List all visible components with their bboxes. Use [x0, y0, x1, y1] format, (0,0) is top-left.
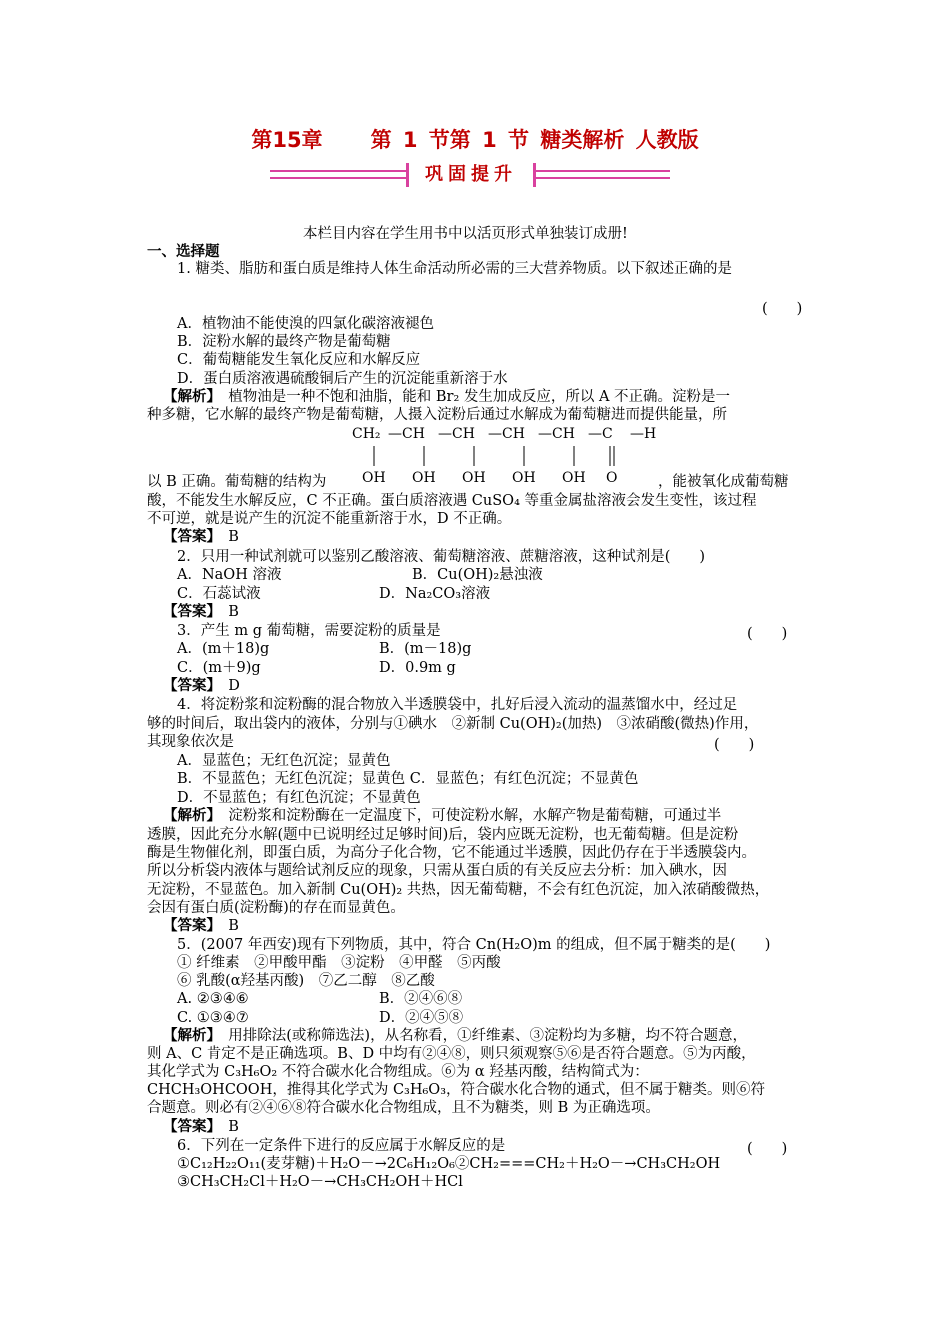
q2-answer-value: B: [228, 604, 239, 620]
q4-stem-line3: 其现象依次是: [147, 734, 234, 750]
q6-reaction-line1: ①C₁₂H₂₂O₁₁(麦芽糖)＋H₂O－→2C₆H₁₂O₆②CH₂===CH₂＋H₂O－→CH₃CH₂OH: [177, 1156, 721, 1172]
q1-paren: ( ): [762, 301, 803, 317]
page-title: [0, 124, 950, 154]
formula-top-7: —H: [630, 426, 657, 442]
q1-answer-value: B: [228, 529, 239, 545]
q1-analysis-text1: 植物油是一种不饱和油脂，能和 Br₂ 发生加成反应，所以 A 不正确。淀粉是一: [228, 389, 731, 405]
notice: 本栏目内容在学生用书中以活页形式单独装订成册!: [303, 226, 628, 242]
q4-analysis-line4: 所以分析袋内液体与题给试剂反应的现象，只需从蛋白质的有关反应去分析：加入碘水，因: [147, 863, 727, 879]
formula-bottom-4: OH: [512, 470, 536, 486]
q4-option-a: A．显蓝色；无红色沉淀；显黄色: [177, 753, 391, 769]
q3-stem: 3．产生 m g 葡萄糖，需要淀粉的质量是: [177, 623, 441, 639]
q6-stem: 6．下列在一定条件下进行的反应属于水解反应的是: [177, 1138, 506, 1154]
q4-option-bc: B．不显蓝色；无红色沉淀；显黄色 C．显蓝色；有红色沉淀；不显黄色: [177, 771, 639, 787]
q2-option-d: D．Na₂CO₃溶液: [379, 586, 491, 602]
formula-bottom-5: OH: [562, 470, 586, 486]
formula-top-6: —C: [588, 426, 613, 442]
q3-option-d: D．0.9m g: [379, 660, 456, 676]
q5-option-c: C. ①③④⑦: [177, 1010, 249, 1026]
q6-reaction-line2: ③CH₃CH₂Cl＋H₂O－→CH₃CH₂OH＋HCl: [177, 1174, 463, 1190]
formula-bottom-1: OH: [362, 470, 386, 486]
banner-label: 巩固提升: [406, 163, 536, 187]
q1-analysis-tag: 【解析】: [163, 388, 214, 405]
q5-analysis-line4: CHCH₃OHCOOH，推得其化学式为 C₃H₆O₃，符合碳水化合物的通式，但不属于糖类。则⑥符: [147, 1082, 766, 1098]
q6-paren: ( ): [747, 1141, 788, 1157]
banner-rule-left-bottom: [270, 177, 406, 179]
q1-option-a: A．植物油不能使溴的四氯化碳溶液褪色: [177, 316, 434, 332]
chapter-label: 第15章: [251, 128, 323, 152]
q2-option-a: A．NaOH 溶液: [177, 567, 282, 583]
banner-rule-right-bottom: [536, 177, 670, 179]
section-banner: [270, 163, 680, 187]
formula-bottom-3: OH: [462, 470, 486, 486]
q5-analysis-text1: 用排除法(或称筛选法)，从名称看，①纤维素、③淀粉均为多糖，均不符合题意，: [228, 1028, 748, 1044]
q5-analysis-tag: 【解析】: [163, 1027, 214, 1044]
q1-analysis-line3b: ，能被氧化成葡萄糖: [658, 474, 789, 490]
q5-items-line1: ① 纤维素 ②甲酸甲酯 ③淀粉 ④甲醛 ⑤丙酸: [177, 955, 501, 971]
q5-items-line2: ⑥ 乳酸(α羟基丙酸) ⑦乙二醇 ⑧乙酸: [177, 973, 435, 989]
formula-bottom-6: O: [606, 470, 618, 486]
formula-bottom-2: OH: [412, 470, 436, 486]
q1-analysis-line4: 酸，不能发生水解反应，C 不正确。蛋白质溶液遇 CuSO₄ 等重金属盐溶液会发生变性，该过程: [147, 493, 757, 509]
banner-rule-left-top: [270, 170, 406, 172]
q4-analysis-line2: 透膜，因此充分水解(题中已说明经过足够时间)后，袋内应既无淀粉，也无葡萄糖。但是淀粉: [147, 827, 739, 843]
formula-bonds: [352, 444, 658, 470]
q5-option-a: A. ②③④⑥: [177, 991, 249, 1007]
q3-option-b: B．(m－18)g: [379, 641, 472, 657]
q2-option-c: C．石蕊试液: [177, 586, 261, 602]
q3-paren: ( ): [747, 626, 788, 642]
q5-answer: [163, 1118, 239, 1136]
q1-stem: 1. 糖类、脂肪和蛋白质是维持人体生命活动所必需的三大营养物质。以下叙述正确的是: [177, 261, 732, 277]
q1-option-b: B．淀粉水解的最终产物是葡萄糖: [177, 334, 391, 350]
q1-analysis-line5: 不可逆，就是说产生的沉淀不能重新溶于水，D 不正确。: [147, 511, 512, 527]
formula-top-2: —CH: [388, 426, 425, 442]
q4-stem-line1: 4．将淀粉浆和淀粉酶的混合物放入半透膜袋中，扎好后浸入流动的温蒸馏水中，经过足: [177, 697, 738, 713]
q1-option-c: C．葡萄糖能发生氧化反应和水解反应: [177, 352, 421, 368]
glucose-structure-formula: [352, 426, 658, 496]
q2-stem: 2．只用一种试剂就可以鉴别乙酸溶液、葡萄糖溶液、蔗糖溶液，这种试剂是( ): [177, 549, 706, 565]
q1-answer-tag: 【答案】: [163, 528, 214, 545]
formula-top-3: —CH: [438, 426, 475, 442]
q5-analysis-line3: 其化学式为 C₃H₆O₂ 不符合碳水化合物组成。⑥为 α 羟基丙酸，结构简式为：: [147, 1064, 649, 1080]
q3-option-c: C．(m＋9)g: [177, 660, 261, 676]
q5-analysis-line5: 合题意。则必有②④⑥⑧符合碳水化合物组成，且不为糖类，则 B 为正确选项。: [147, 1100, 660, 1116]
q1-analysis-line2: 种多糖，它水解的最终产物是葡萄糖，人摄入淀粉后通过水解成为葡萄糖进而提供能量，所: [147, 407, 727, 423]
q4-analysis-line1: [163, 807, 721, 825]
q4-answer: [163, 917, 239, 935]
q1-answer: [163, 528, 239, 546]
q4-analysis-text1: 淀粉浆和淀粉酶在一定温度下，可使淀粉水解，水解产物是葡萄糖，可通过半: [228, 808, 722, 824]
q4-answer-value: B: [228, 918, 239, 934]
q4-answer-tag: 【答案】: [163, 917, 214, 934]
q4-analysis-line6: 会因有蛋白质(淀粉酶)的存在而显黄色。: [147, 900, 405, 916]
q4-stem-line2: 够的时间后，取出袋内的液体，分别与①碘水 ②新制 Cu(OH)₂(加热) ③浓硝酸(微热)作用，: [147, 716, 759, 732]
q4-paren: ( ): [714, 737, 755, 753]
q5-option-d: D．②④⑤⑧: [379, 1010, 464, 1026]
q2-answer: [163, 603, 239, 621]
q5-analysis-line1: [163, 1027, 747, 1045]
formula-top-4: —CH: [488, 426, 525, 442]
q4-analysis-line5: 无淀粉，不显蓝色。加入新制 Cu(OH)₂ 共热，因无葡萄糖，不会有红色沉淀，加入浓硝酸微热，: [147, 882, 770, 898]
q4-analysis-tag: 【解析】: [163, 807, 214, 824]
q1-analysis-line3a: 以 B 正确。葡萄糖的结构为: [147, 474, 327, 490]
q2-option-b: B．Cu(OH)₂悬浊液: [412, 567, 543, 583]
q3-answer: [163, 677, 240, 695]
q3-option-a: A．(m＋18)g: [177, 641, 270, 657]
formula-top-5: —CH: [538, 426, 575, 442]
formula-top-1: CH₂: [352, 426, 381, 442]
title-rest: 第 1 节第 1 节 糖类解析 人教版: [370, 128, 699, 152]
q1-analysis-line1: [163, 388, 730, 406]
q3-answer-tag: 【答案】: [163, 677, 214, 694]
q4-analysis-line3: 酶是生物催化剂，即蛋白质，为高分子化合物，它不能通过半透膜，因此仍存在于半透膜袋内。: [147, 845, 756, 861]
q5-stem: 5．(2007 年西安)现有下列物质，其中，符合 Cn(H₂O)m 的组成，但不属于糖类的是( ): [177, 937, 771, 953]
q4-option-d: D．不显蓝色；有红色沉淀；不显黄色: [177, 790, 421, 806]
q3-answer-value: D: [228, 678, 240, 694]
section-heading: 一、选择题: [147, 243, 220, 260]
q5-option-b: B．②④⑥⑧: [379, 991, 463, 1007]
banner-rule-right-top: [536, 170, 670, 172]
q5-answer-value: B: [228, 1119, 239, 1135]
q2-answer-tag: 【答案】: [163, 603, 214, 620]
q1-option-d: D．蛋白质溶液遇硫酸铜后产生的沉淀能重新溶于水: [177, 371, 508, 387]
q5-answer-tag: 【答案】: [163, 1118, 214, 1135]
q5-analysis-line2: 则 A、C 肯定不是正确选项。B、D 中均有②④⑧，则只须观察⑤⑥是否符合题意。⑤为丙酸，: [147, 1046, 756, 1062]
